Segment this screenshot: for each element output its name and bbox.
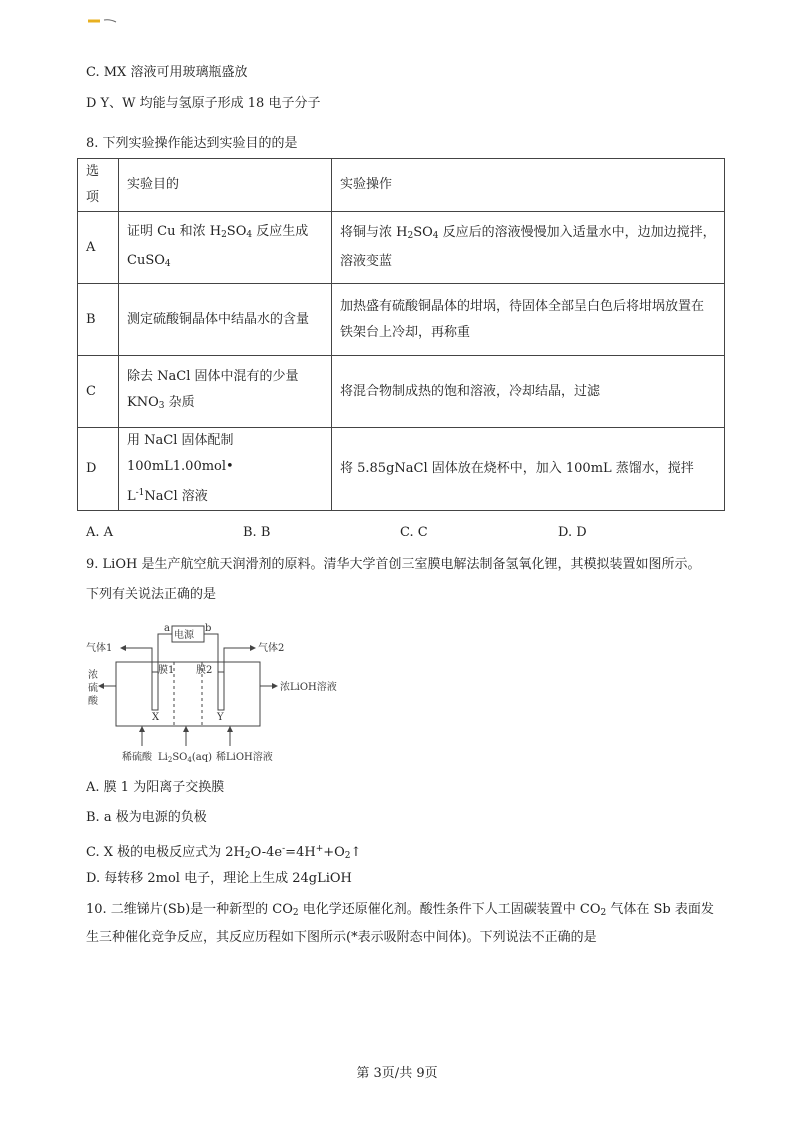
label-b: b — [205, 623, 212, 634]
q8-answer-options — [86, 525, 686, 545]
table-row — [78, 212, 725, 284]
label-dilute-acid: 稀硫酸 — [122, 752, 152, 763]
row-operation: 将混合物制成热的饱和溶液，冷却结晶，过滤 — [332, 356, 725, 428]
label-a: a — [164, 623, 170, 634]
label-electrode-x: X — [152, 712, 160, 723]
label-conc-acid-1: 浓 — [88, 670, 98, 681]
row-goal: 测定硫酸铜晶体中结晶水的含量 — [119, 284, 332, 356]
experiment-table — [77, 158, 725, 511]
row-goal: 用 NaCl 固体配制 100mL1.00mol• $L^{-1}NaCl$ 溶液 — [119, 428, 332, 511]
q10-stem-line2: 生三种催化竞争反应，其反应历程如下图所示(*表示吸附态中间体)。下列说法不正确的是 — [86, 930, 597, 945]
label-li2so4: $Li_2SO_4(aq)$ — [158, 752, 213, 764]
row-label: C — [78, 356, 119, 428]
q9-stem-line2: 下列有关说法正确的是 — [86, 587, 217, 602]
table-row — [78, 284, 725, 356]
q9-option-a: A. 膜 1 为阳离子交换膜 — [86, 780, 225, 795]
label-dilute-lioh: 稀LiOH溶液 — [216, 752, 273, 763]
row-operation: 加热盛有硫酸铜晶体的坩埚，待固体全部呈白色后将坩埚放置在 铁架台上冷却，再称重 — [332, 284, 725, 356]
answer-a[interactable]: A. A — [86, 525, 114, 540]
q7-option-d: D Y、W 均能与氢原子形成 18 电子分子 — [86, 96, 321, 111]
row-operation: 将铜与浓 $H_2SO_4$ 反应后的溶液慢慢加入适量水中，边加边搅拌， 溶液变蓝 — [332, 212, 725, 284]
answer-d[interactable]: D. D — [558, 525, 587, 540]
label-conc-acid-3: 酸 — [88, 696, 98, 707]
row-goal: 除去 NaCl 固体中混有的少量 $KNO_3$ 杂质 — [119, 356, 332, 428]
label-power: 电源 — [174, 630, 194, 641]
row-goal: 证明 Cu 和浓 $H_2SO_4$ 反应生成 CuSO$_4$ — [119, 212, 332, 284]
table-header-row — [78, 159, 725, 212]
label-membrane2: 膜2 — [196, 665, 213, 676]
label-gas1: 气体1 — [86, 643, 113, 654]
label-conc-lioh: 浓LiOH溶液 — [280, 682, 337, 693]
q9-option-d: D. 每转移 2mol 电子，理论上生成 24gLiOH — [86, 871, 352, 886]
table-row — [78, 356, 725, 428]
table-row — [78, 428, 725, 511]
answer-c[interactable]: C. C — [400, 525, 428, 540]
q8-stem: 8. 下列实验操作能达到实验目的的是 — [86, 136, 298, 151]
header-operation: 实验操作 — [332, 159, 725, 212]
label-conc-acid-2: 硫 — [88, 683, 98, 694]
header-option: 选项 — [78, 159, 119, 212]
row-label: D — [78, 428, 119, 511]
answer-b[interactable]: B. B — [243, 525, 271, 540]
header-goal: 实验目的 — [119, 159, 332, 212]
q7-option-c: C. MX 溶液可用玻璃瓶盛放 — [86, 65, 248, 80]
row-label: A — [78, 212, 119, 284]
electrolysis-diagram — [86, 620, 386, 768]
label-electrode-y: Y — [217, 712, 224, 723]
row-operation: 将 5.85gNaCl 固体放在烧杯中，加入 100mL 蒸馏水，搅拌 — [332, 428, 725, 511]
q9-option-b: B. a 极为电源的负极 — [86, 810, 207, 825]
decorative-mark — [88, 18, 118, 24]
page-footer: 第 3页/共 9页 — [356, 1066, 438, 1081]
q10-stem-line1: 10. 二维锑片(Sb)是一种新型的 $CO_2$ 电化学还原催化剂。酸性条件下人工固碳装置中 $CO_2$ 气体在 Sb 表面发 — [86, 902, 714, 918]
label-gas2: 气体2 — [258, 643, 285, 654]
q9-option-c: C. X 极的电极反应式为 $2H_2O-4e^-=4H^++O_2↑$ — [86, 844, 362, 861]
q9-stem-line1: 9. LiOH 是生产航空航天润滑剂的原料。清华大学首创三室膜电解法制备氢氧化锂，其模拟装置如图所示。 — [86, 557, 701, 572]
label-membrane1: 膜1 — [158, 665, 175, 676]
row-label: B — [78, 284, 119, 356]
